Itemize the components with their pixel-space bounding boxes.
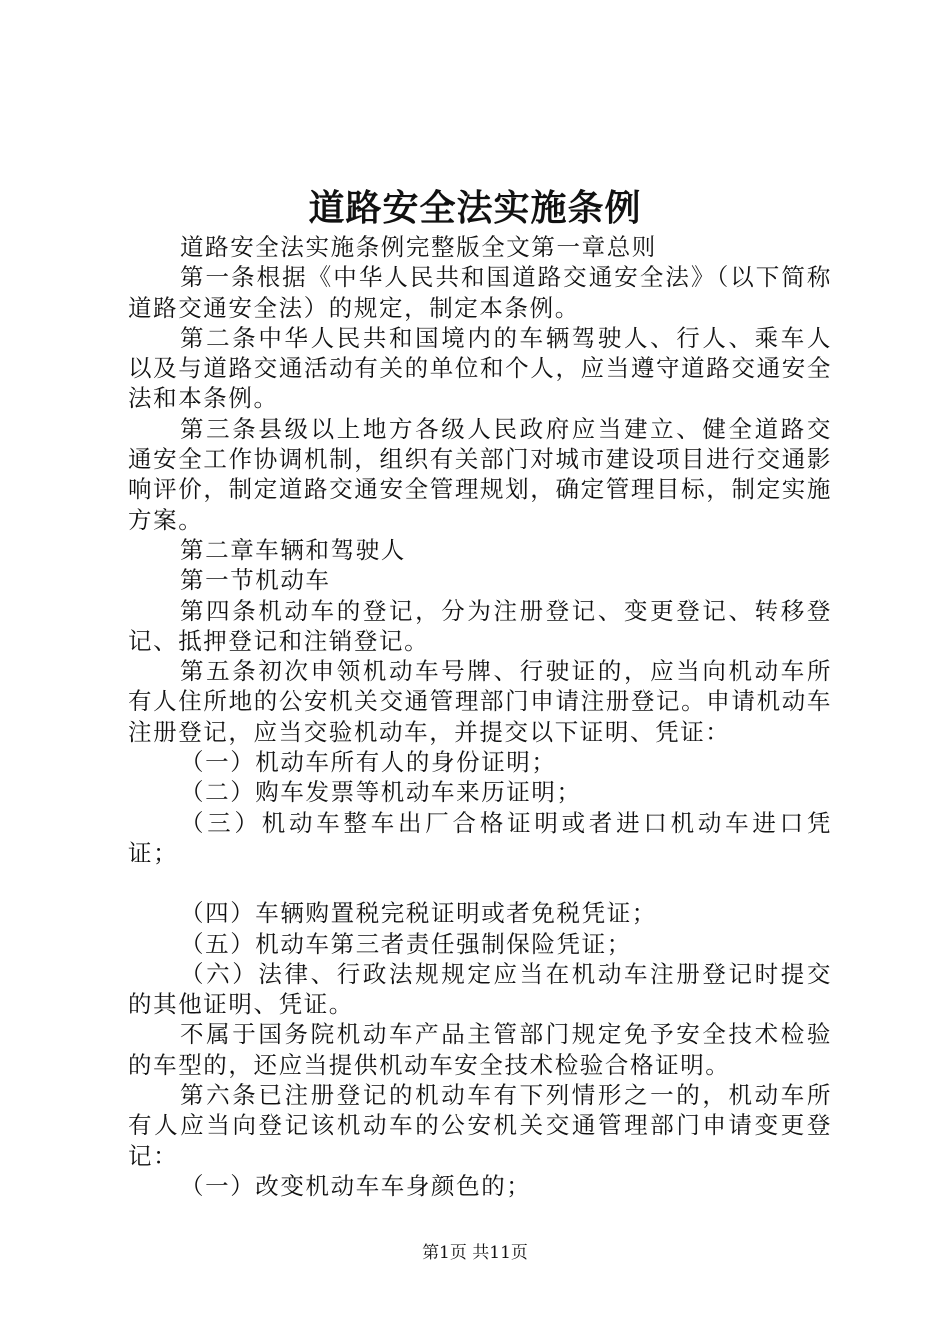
list-item: （二）购车发票等机动车来历证明； — [180, 778, 582, 807]
list-item: （四）车辆购置税完税证明或者免税凭证； — [180, 899, 657, 928]
paragraph: 第五条初次申领机动车号牌、行驶证的，应当向机动车所有人住所地的公安机关交通管理部门申请注册登记。申请机动车注册登记，应当交验机动车，并提交以下证明、凭证： — [128, 657, 832, 746]
document-title: 道路安全法实施条例 — [308, 187, 642, 229]
list-item: （六）法律、行政法规规定应当在机动车注册登记时提交的其他证明、凭证。 — [128, 959, 832, 1019]
paragraph: 道路安全法实施条例完整版全文第一章总则 — [180, 233, 657, 261]
list-item: （一）改变机动车车身颜色的； — [180, 1171, 532, 1200]
list-item: （三）机动车整车出厂合格证明或者进口机动车进口凭证； — [128, 808, 832, 867]
list-item: （一）机动车所有人的身份证明； — [180, 748, 557, 777]
paragraph: 第三条县级以上地方各级人民政府应当建立、健全道路交通安全工作协调机制，组织有关部门对城市建设项目进行交通影响评价，制定道路交通安全管理规划，确定管理目标，制定实施方案。 — [128, 414, 832, 534]
paragraph: 不属于国务院机动车产品主管部门规定免予安全技术检验的车型的，还应当提供机动车安全技术检验合格证明。 — [128, 1020, 832, 1079]
document-body — [128, 232, 832, 1201]
section-heading: 第一节机动车 — [180, 566, 331, 595]
list-item: （五）机动车第三者责任强制保险凭证； — [180, 929, 632, 958]
paragraph: 第六条已注册登记的机动车有下列情形之一的，机动车所有人应当向登记该机动车的公安机关交通管理部门申请变更登记： — [128, 1081, 832, 1170]
chapter-heading: 第二章车辆和驾驶人 — [180, 535, 406, 564]
page-number-footer: 第1页 共11页 — [422, 1243, 528, 1263]
paragraph: 第四条机动车的登记，分为注册登记、变更登记、转移登记、抵押登记和注销登记。 — [128, 596, 832, 655]
paragraph: 第二条中华人民共和国境内的车辆驾驶人、行人、乘车人以及与道路交通活动有关的单位和个人，应当遵守道路交通安全法和本条例。 — [128, 323, 832, 413]
paragraph: 第一条根据《中华人民共和国道路交通安全法》（以下简称道路交通安全法）的规定，制定本条例。 — [128, 263, 832, 322]
